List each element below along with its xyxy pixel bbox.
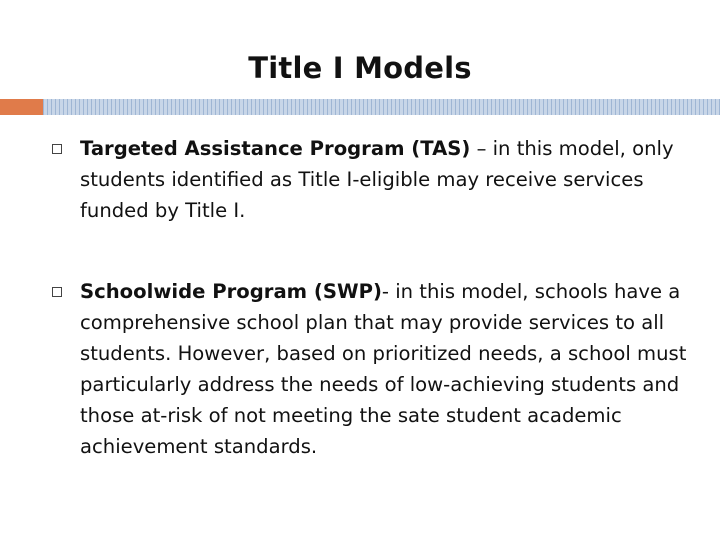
hollow-square-icon: [52, 144, 62, 154]
bullet-item-swp: [80, 276, 690, 462]
slide-title: Title I Models: [248, 51, 472, 85]
bullet-item-tas: [80, 133, 690, 226]
bullet-lead: Schoolwide Program (SWP): [80, 280, 382, 303]
hollow-square-icon: [52, 287, 62, 297]
bullet-lead: Targeted Assistance Program (TAS): [80, 137, 471, 160]
bullet-text: - in this model, schools have a comprehensive school plan that may provide services to all students. However, based on prioritized needs, a school must particularly address the needs of low-achieving students and those at-risk of not meeting the sate student academic achievement standards.: [80, 280, 687, 458]
bullet-text: – in this model, only students identified as Title I-eligible may receive services funded by Title I.: [80, 137, 674, 222]
